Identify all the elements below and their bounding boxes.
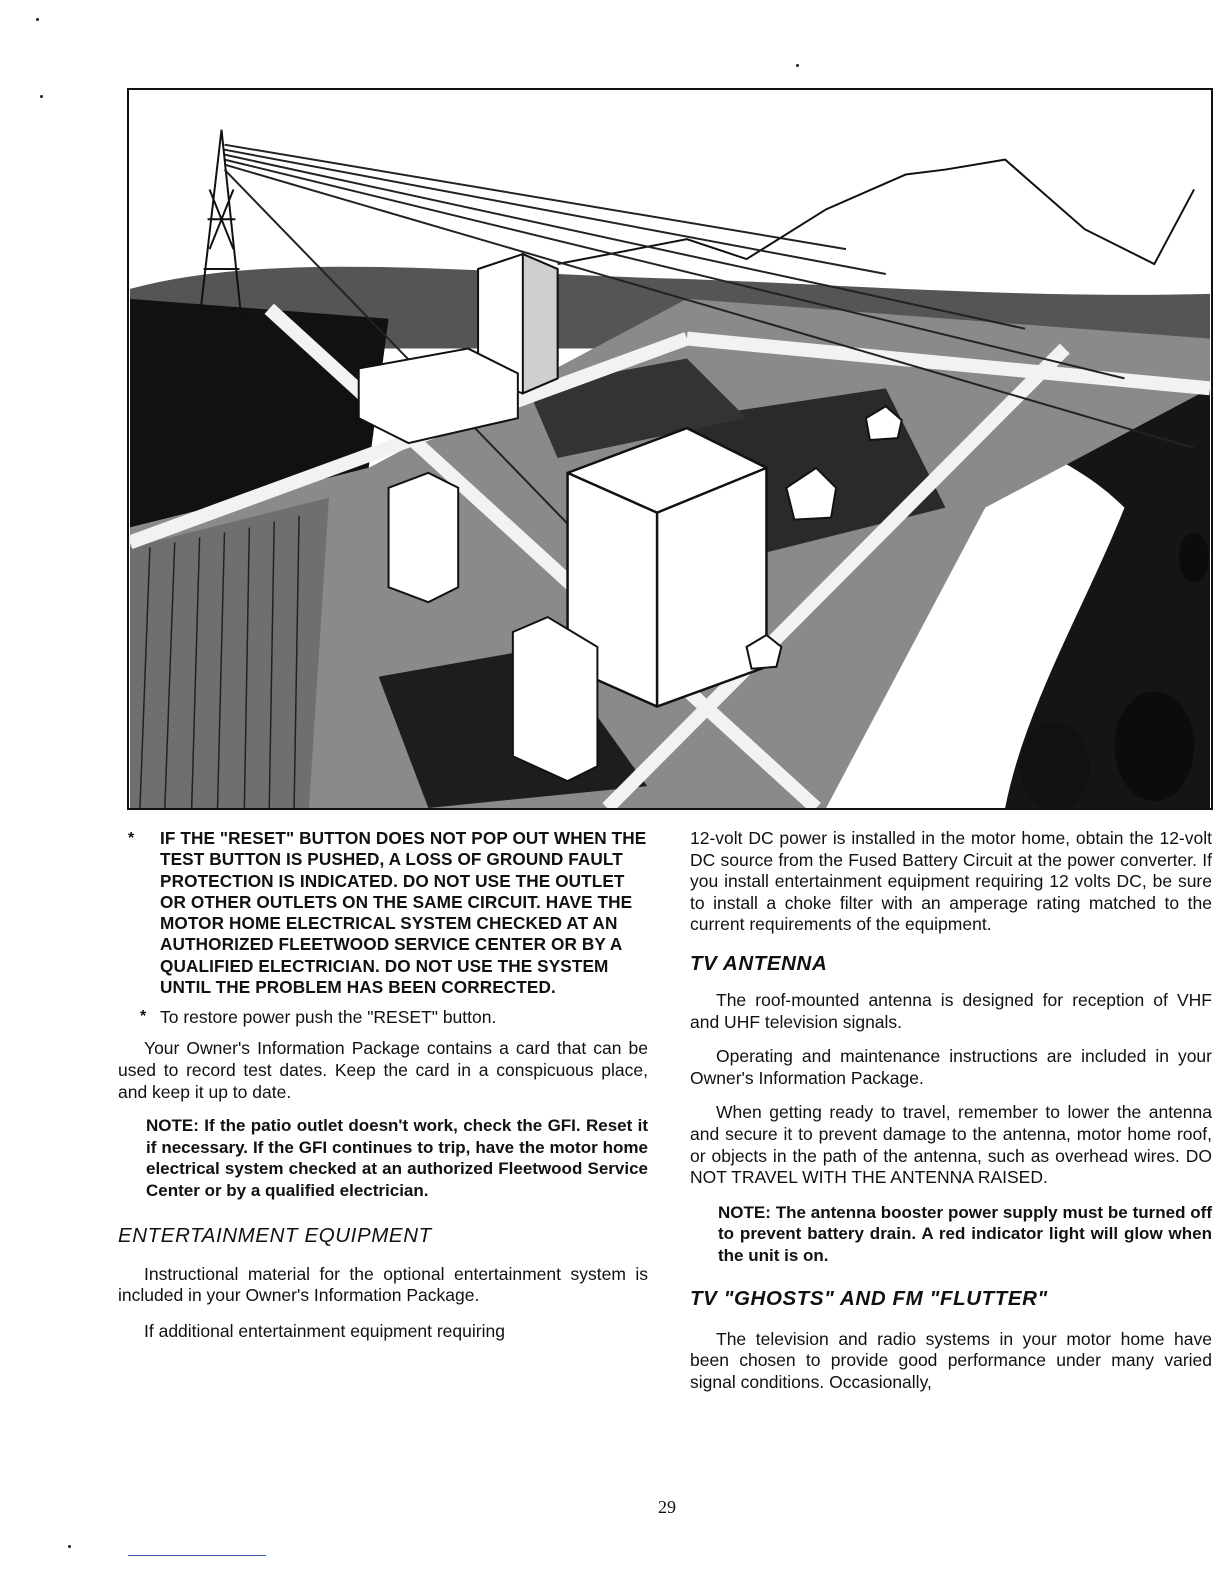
info-package-paragraph: Your Owner's Information Package contains a card that can be used to record test dates. Keep the card in a conspicuous place, and keep it up to date. — [118, 1038, 648, 1102]
restore-power-text: To restore power push the "RESET" button. — [160, 1007, 497, 1028]
right-column — [690, 828, 1212, 1393]
booster-note: NOTE: The antenna booster power supply must be turned off to prevent battery drain. A red indicator light will glow when the unit is on. — [718, 1202, 1212, 1265]
entertainment-heading: ENTERTAINMENT EQUIPMENT — [118, 1223, 432, 1247]
operating-paragraph: Operating and maintenance instructions are included in your Owner's Information Package. — [690, 1046, 1212, 1088]
gfi-note: NOTE: If the patio outlet doesn't work, check the GFI. Reset it if necessary. If the GFI continues to trip, have the motor home electrical system checked at an authorized Fleetwood Service Center or by a qualified electrician. — [146, 1116, 648, 1200]
gfi-warning — [118, 828, 648, 998]
bullet-mark: * — [140, 1008, 147, 1026]
left-column — [118, 828, 648, 1342]
continued-paragraph: 12-volt DC power is installed in the motor home, obtain the 12-volt DC source from the Fused Battery Circuit at the power converter. If you install entertainment equipment requiring 12 volts DC, be sure to install a choke filter with an amperage rating matched to the current requirements of the equipment. — [690, 828, 1212, 935]
page-number: 29 — [658, 1497, 676, 1517]
city-antenna-illustration — [127, 88, 1213, 810]
ghosts-paragraph: The television and radio systems in your motor home have been chosen to provide good performance under many varied signal conditions. Occasionally, — [690, 1328, 1212, 1392]
restore-power-item — [118, 1006, 648, 1028]
tv-antenna-heading: TV ANTENNA — [690, 951, 828, 975]
scan-speck — [40, 95, 43, 98]
scan-speck — [796, 64, 799, 67]
scan-speck — [36, 18, 39, 21]
additional-equipment-paragraph: If additional entertainment equipment requiring — [144, 1320, 505, 1341]
footer-rule — [128, 1555, 266, 1556]
travel-paragraph: When getting ready to travel, remember to lower the antenna and secure it to prevent damage to the antenna, motor home roof, or objects in the path of the antenna, such as overhead wires. DO NOT TRAVEL WITH THE ANTENNA RAISED. — [690, 1102, 1212, 1188]
gfi-warning-text: IF THE "RESET" BUTTON DOES NOT POP OUT WHEN THE TEST BUTTON IS PUSHED, A LOSS OF GROUND FAULT PROTECTION IS INDICATED. DO NOT USE THE OUTLET OR OTHER OUTLETS ON THE SAME CIRCUIT. HAVE THE MOTOR HOME ELECTRICAL SYSTEM CHECKED AT AN AUTHORIZED FLEETWOOD SERVICE CENTER OR BY A QUALIFIED ELECTRICIAN. DO NOT USE THE SYSTEM UNTIL THE PROBLEM HAS BEEN CORRECTED. — [160, 828, 647, 998]
bullet-mark: * — [128, 830, 135, 847]
entertainment-paragraph: Instructional material for the optional entertainment system is included in your Owner's Information Package. — [118, 1263, 648, 1306]
antenna-design-paragraph: The roof-mounted antenna is designed for reception of VHF and UHF television signals. — [690, 989, 1212, 1032]
scan-speck — [68, 1545, 71, 1548]
illustration-drawing — [129, 90, 1211, 808]
ghosts-heading: TV "GHOSTS" AND FM "FLUTTER" — [690, 1286, 1048, 1310]
